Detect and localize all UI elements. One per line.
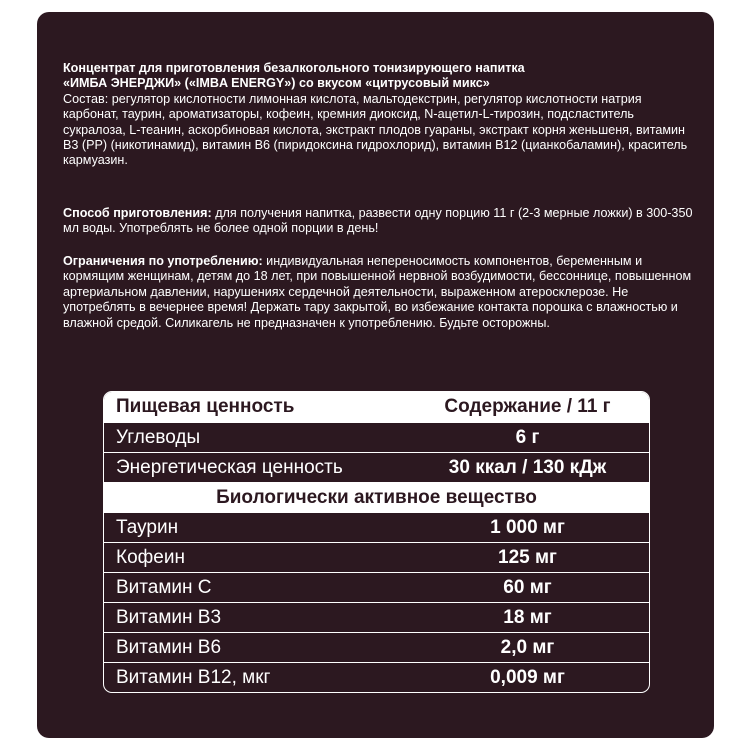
row-name: Энергетическая ценность (116, 456, 343, 478)
row-value: 6 г (515, 426, 540, 448)
restrictions-block (63, 254, 693, 331)
row-name: Витамин С (116, 576, 212, 598)
row-value: 1 000 мг (490, 516, 565, 538)
row-value: 30 ккал / 130 кДж (448, 456, 607, 478)
preparation-block (63, 206, 693, 237)
product-title-line-2: «ИМБА ЭНЕРДЖИ» («IMBA ENERGY») со вкусом «цитрусовый микс» (63, 76, 490, 91)
row-value: 0,009 мг (490, 666, 565, 688)
table-row (104, 422, 649, 452)
preparation-label: Способ приготовления: (63, 206, 212, 220)
nutrition-table (103, 391, 650, 693)
table-row (104, 602, 649, 632)
row-name: Витамин В12, мкг (116, 666, 271, 688)
table-row (104, 452, 649, 482)
row-name: Витамин В3 (116, 606, 222, 628)
section-title: Биологически активное вещество (216, 486, 537, 508)
row-value: 2,0 мг (500, 636, 555, 658)
row-name: Кофеин (116, 546, 185, 568)
restrictions-label: Ограничения по употреблению: (63, 254, 263, 268)
table-row (104, 662, 649, 692)
table-header-row (104, 392, 649, 422)
composition-block (63, 61, 693, 169)
row-name: Таурин (116, 516, 179, 538)
row-value: 18 мг (503, 606, 552, 628)
label-panel (37, 12, 714, 738)
product-title-line-1: Концентрат для приготовления безалкогольного тонизирующего напитка (63, 61, 525, 75)
row-name: Витамин В6 (116, 636, 222, 658)
table-row (104, 542, 649, 572)
row-value: 60 мг (503, 576, 552, 598)
preparation-text: для получения напитка, развести одну порцию 11 г (2-3 мерные ложки) в 300-350 мл воды. Употреблять не более одной порции в день! (63, 206, 693, 236)
header-content-label: Содержание / 11 г (444, 396, 611, 417)
section-title-row (104, 482, 649, 512)
row-value: 125 мг (498, 546, 557, 568)
table-row (104, 512, 649, 542)
header-nutrition-label: Пищевая ценность (116, 396, 295, 417)
restrictions-text: индивидуальная непереносимость компонентов, беременным и кормящим женщинам, детям до 18 лет, при повышенной нервной возбудимости, бессоннице, повышенном артериальном давлении, нарушениях сердечной деятельности, выраженном атеросклерозе. Не употреблять в вечернее время! Держать тару закрытой, во избежание контакта порошка с влажностью и влажной средой. Силикагель не предназначен к употреблению. Будьте осторожны. (63, 254, 692, 330)
composition-text: Состав: регулятор кислотности лимонная кислота, мальтодекстрин, регулятор кислотности натрия карбонат, таурин, ароматизаторы, кофеин, кремния диоксид, N-ацетил-L-тирозин, подсластитель сукралоза, L-теанин, аскорбиновая кислота, экстракт плодов гуараны, экстракт корня женьшеня, витамин В3 (РР) (никотинамид), витамин В6 (пиридоксина гидрохлорид), витамин В12 (цианкобаламин), краситель кармуазин. (63, 91, 688, 168)
table-row (104, 572, 649, 602)
row-name: Углеводы (116, 426, 201, 448)
table-row (104, 632, 649, 662)
